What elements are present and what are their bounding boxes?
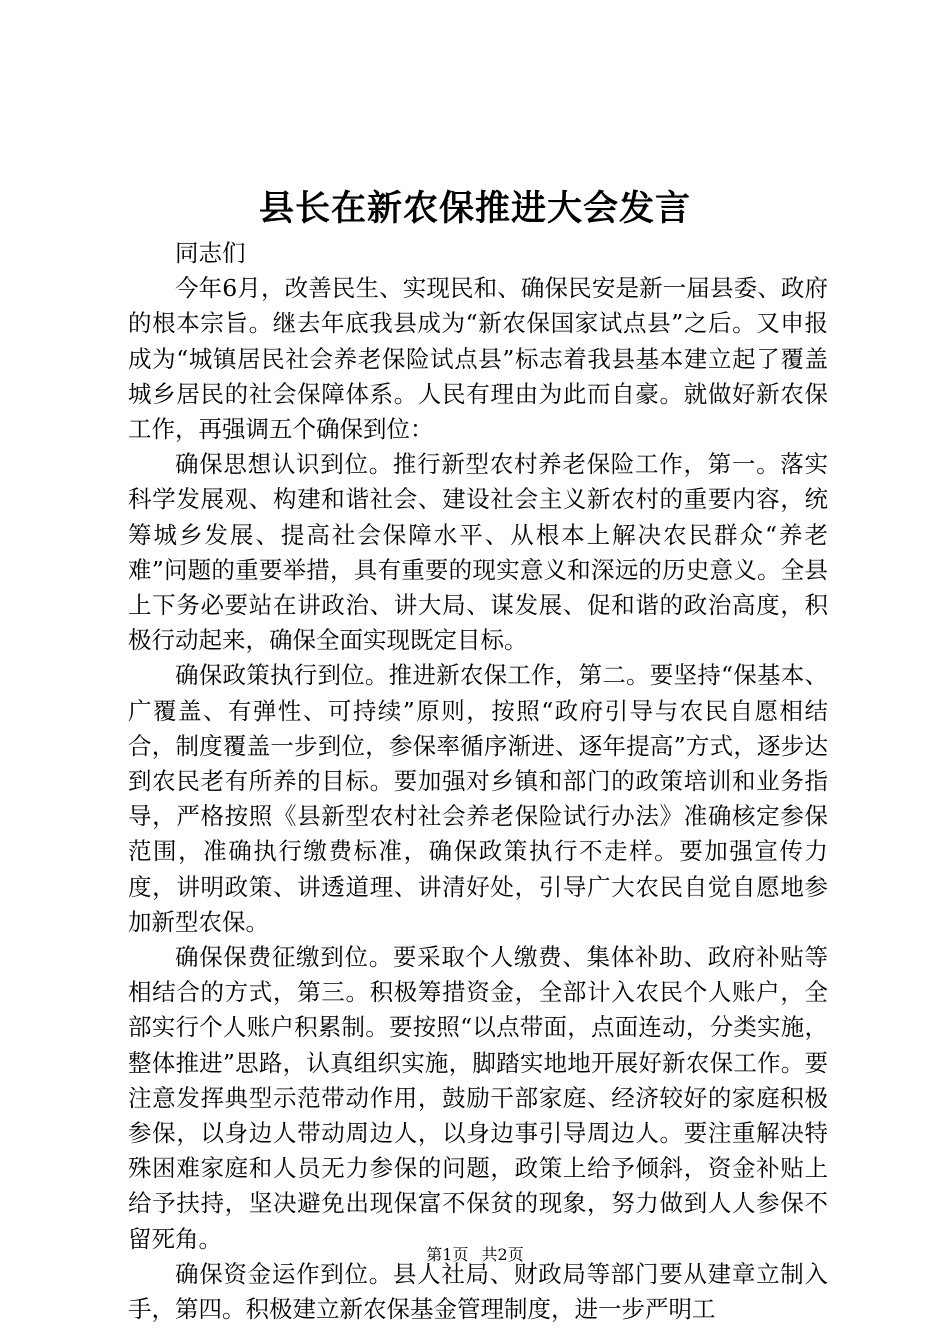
paragraph-1: 今年6月，改善民生、实现民和、确保民安是新一届县委、政府的根本宗旨。继去年底我县成为“新农保国家试点县”之后。又申报成为“城镇居民社会养老保险试点县”标志着我县基本建立起了覆盖城乡居民的社会保障体系。人民有理由为此而自豪。就做好新农保工作，再强调五个确保到位： xyxy=(128,274,828,444)
page-number-current: 第1页 xyxy=(426,1245,469,1264)
paragraph-3: 确保政策执行到位。推进新农保工作，第二。要坚持“保基本、广覆盖、有弹性、可持续”原则，按照“政府引导与农民自愿相结合，制度覆盖一步到位，参保率循序渐进、逐年提高”方式，逐步达到农民老有所养的目标。要加强对乡镇和部门的政策培训和业务指导，严格按照《县新型农村社会养老保险试行办法》准确核定参保范围，准确执行缴费标准，确保政策执行不走样。要加强宣传力度，讲明政策、讲透道理、讲清好处，引导广大农民自觉自愿地参加新型农保。 xyxy=(128,661,828,936)
document-title: 县长在新农保推进大会发言 xyxy=(258,188,691,229)
salutation: 同志们 xyxy=(175,239,246,267)
paragraph-4: 确保保费征缴到位。要采取个人缴费、集体补助、政府补贴等相结合的方式，第三。积极筹措资金，全部计入农民个人账户，全部实行个人账户积累制。要按照“以点带面，点面连动，分类实施，整体推进”思路，认真组织实施，脚踏实地地开展好新农保工作。要注意发挥典型示范带动作用，鼓励干部家庭、经济较好的家庭积极参保，以身边人带动周边人，以身边事引导周边人。要注重解决特殊困难家庭和人员无力参保的问题，政策上给予倾斜，资金补贴上给予扶持，坚决避免出现保富不保贫的现象，努力做到人人参保不留死角。 xyxy=(128,943,828,1253)
page-footer xyxy=(0,1244,950,1266)
paragraph-2: 确保思想认识到位。推行新型农村养老保险工作，第一。落实科学发展观、构建和谐社会、建设社会主义新农村的重要内容，统筹城乡发展、提高社会保障水平、从根本上解决农民群众“养老难”问题的重要举措，具有重要的现实意义和深远的历史意义。全县上下务必要站在讲政治、讲大局、谋发展、促和谐的政治高度，积极行动起来，确保全面实现既定目标。 xyxy=(128,450,828,655)
document-body xyxy=(128,236,828,1327)
paragraph-5: 确保资金运作到位。县人社局、财政局等部门要从建章立制入手，第四。积极建立新农保基金管理制度，进一步严明工 xyxy=(128,1259,828,1324)
page-number-total: 共2页 xyxy=(481,1245,524,1264)
